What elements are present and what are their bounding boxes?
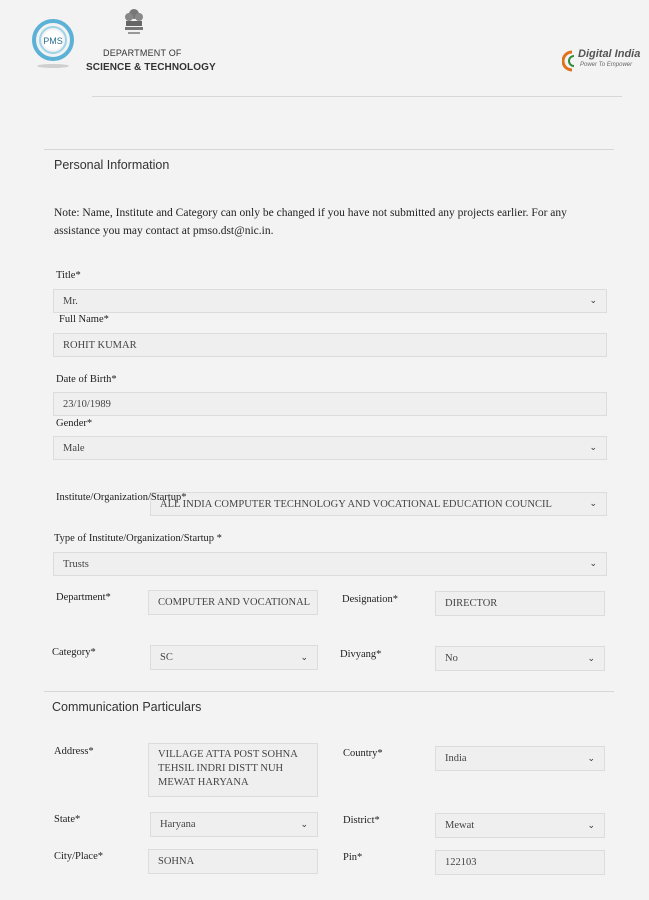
chevron-down-icon: ⌄: [589, 499, 597, 509]
chevron-down-icon: ⌄: [587, 753, 595, 764]
country-select-value: India: [445, 753, 467, 764]
institute-select[interactable]: [150, 492, 607, 516]
city-label: City/Place*: [54, 851, 103, 862]
district-select[interactable]: [435, 813, 605, 838]
fullname-input[interactable]: ROHIT KUMAR: [53, 333, 607, 357]
department-input[interactable]: COMPUTER AND VOCATIONAL: [148, 590, 318, 615]
pin-label: Pin*: [343, 852, 363, 863]
divyang-select[interactable]: [435, 646, 605, 671]
type-select-value: Trusts: [63, 558, 89, 570]
national-emblem: [122, 6, 146, 46]
digital-india-title: Digital India: [578, 48, 641, 60]
digital-india-logo-icon: [562, 50, 576, 72]
section-title-communication: Communication Particulars: [52, 700, 202, 714]
chevron-down-icon: ⌄: [587, 820, 595, 831]
chevron-down-icon: ⌄: [589, 559, 597, 569]
svg-text:PMS: PMS: [43, 36, 63, 46]
designation-input[interactable]: DIRECTOR: [435, 591, 605, 616]
digital-india-logo: [562, 48, 642, 78]
address-label: Address*: [54, 746, 94, 757]
title-select-value: Mr.: [63, 295, 78, 307]
dept-name-line2: SCIENCE & TECHNOLOGY: [86, 62, 216, 73]
section-divider: [44, 149, 614, 150]
section-divider: [44, 691, 614, 692]
dob-label: Date of Birth*: [56, 374, 117, 385]
country-label: Country*: [343, 748, 383, 759]
dept-name-line1: DEPARTMENT OF: [103, 48, 182, 58]
pms-logo: [30, 10, 76, 72]
institute-label: Institute/Organization/Startup*: [56, 492, 187, 503]
country-select[interactable]: [435, 746, 605, 771]
chevron-down-icon: ⌄: [587, 653, 595, 664]
designation-label: Designation*: [342, 594, 398, 605]
title-label: Title*: [56, 270, 81, 281]
category-select[interactable]: [150, 645, 318, 670]
type-select[interactable]: [53, 552, 607, 576]
chevron-down-icon: ⌄: [300, 819, 308, 830]
district-label: District*: [343, 815, 380, 826]
state-select[interactable]: [150, 812, 318, 837]
chevron-down-icon: ⌄: [589, 443, 597, 453]
pin-input[interactable]: 122103: [435, 850, 605, 875]
fullname-label: Full Name*: [59, 314, 109, 325]
divyang-label: Divyang*: [340, 649, 382, 660]
emblem-icon: [122, 6, 146, 46]
category-label: Category*: [52, 647, 96, 658]
department-label: Department*: [56, 592, 111, 603]
city-input[interactable]: SOHNA: [148, 849, 318, 874]
category-select-value: SC: [160, 652, 173, 663]
chevron-down-icon: ⌄: [300, 652, 308, 663]
section-title-personal: Personal Information: [54, 158, 170, 172]
info-note: Note: Name, Institute and Category can only be changed if you have not submitted any projects earlier. For any assistance you may contact at pmso.dst@nic.in.: [54, 207, 567, 237]
district-select-value: Mewat: [445, 820, 475, 831]
address-textarea[interactable]: VILLAGE ATTA POST SOHNA TEHSIL INDRI DISTT NUH MEWAT HARYANA: [148, 743, 318, 797]
type-label: Type of Institute/Organization/Startup *: [54, 533, 222, 544]
state-select-value: Haryana: [160, 819, 196, 830]
title-select[interactable]: [53, 289, 607, 313]
gender-select[interactable]: [53, 436, 607, 460]
pms-logo-icon: [30, 10, 76, 72]
digital-india-tagline: Power To Empower: [580, 62, 633, 68]
dob-input[interactable]: 23/10/1989: [53, 392, 607, 416]
chevron-down-icon: ⌄: [589, 296, 597, 306]
gender-select-value: Male: [63, 442, 85, 454]
institute-select-value: ALL INDIA COMPUTER TECHNOLOGY AND VOCATIONAL EDUCATION COUNCIL: [160, 498, 552, 510]
state-label: State*: [54, 814, 81, 825]
gender-label: Gender*: [56, 418, 93, 429]
divyang-select-value: No: [445, 653, 458, 664]
header-divider: [92, 96, 622, 97]
